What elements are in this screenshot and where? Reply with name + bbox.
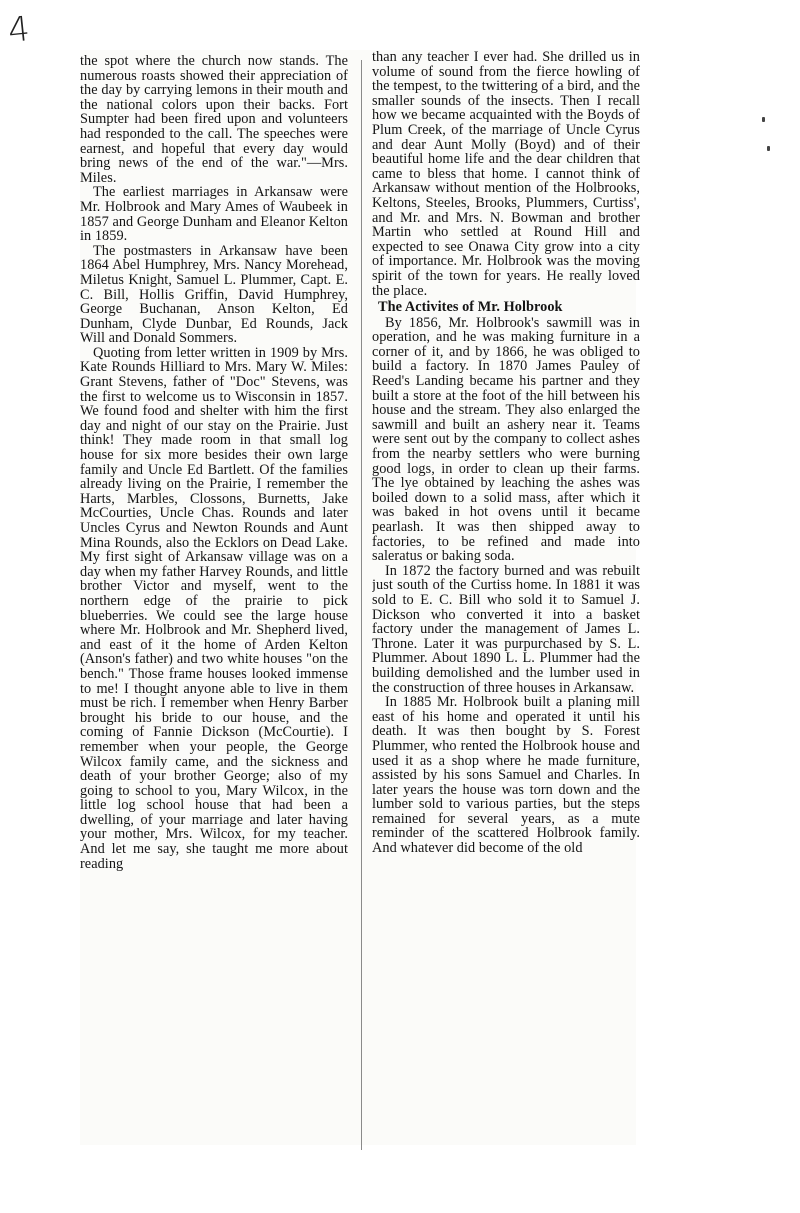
paragraph: In 1885 Mr. Holbrook built a planing mill east of his home and operated it until his death. It was then bought by S. Forest Plummer, who rented the Holbrook house and used it as a shop where he made furniture, assisted by his sons Samuel and Charles. In later years the house was torn down and the lumber sold to various parties, but the steps remained for several years, as a mute reminder of the scattered Holbrook family. And whatever did become of the old: [372, 694, 640, 856]
scan-speck: [767, 146, 770, 151]
newspaper-clipping: [80, 50, 640, 1145]
right-column: [372, 50, 640, 856]
column-divider: [361, 60, 362, 1150]
scan-speck: [762, 117, 765, 122]
paragraph: The postmasters in Arkansaw have been 1864 Abel Humphrey, Mrs. Nancy Morehead, Miletus Knight, Samuel L. Plummer, Capt. E. C. Bill, Hollis Griffin, David Humphrey, George Buchanan, Anson Kelton, Ed Dunham, Clyde Dunbar, Ed Rounds, Jack Will and Donald Sommers.: [80, 242, 348, 347]
paragraph: the spot where the church now stands. The numerous roasts showed their appreciation of the day by carrying lemons in their mouth and the national colors upon their backs. Fort Sumpter had been fired upon and volunteers had responded to the call. The speeches were earnest, and hopeful that every day would bring news of the end of the war."—Mrs. Miles.: [80, 54, 348, 186]
section-heading: The Activites of Mr. Holbrook: [378, 299, 563, 316]
paragraph: than any teacher I ever had. She drilled us in volume of sound from the fierce howling of the tempest, to the twittering of a bird, and the smaller sounds of the insects. Then I recall how we became acquainted with the Boyds of Plum Creek, of the marriage of Uncle Cyrus and dear Aunt Molly (Boyd) and of their beautiful home life and the dear children that came to bless that home. I cannot think of Arkansaw without mention of the Holbrooks, Keltons, Steeles, Brooks, Plummers, Curtiss', and Mr. and Mrs. N. Bowman and brother Martin who settled at Round Hill and expected to see Onawa City grow into a city of importance. Mr. Holbrook was the moving spirit of the town for years. He really loved the place.: [372, 50, 640, 299]
page-number: 4: [5, 8, 32, 52]
paragraph: By 1856, Mr. Holbrook's sawmill was in operation, and he was making furniture in a corner of it, and by 1866, he was obliged to build a factory. In 1870 James Pauley of Reed's Landing became his partner and they built a store at the foot of the hill between his house and the stream. They also enlarged the sawmill and built an ashery near it. Teams were sent out by the company to collect ashes from the nearby settlers who were burning good logs, in order to clean up their farms. The lye obtained by leaching the ashes was boiled down to a solid mass, after which it was baked in hot ovens until it became pearlash. It was then shipped away to factories, to be refined and made into saleratus or baking soda.: [372, 314, 640, 565]
paragraph: In 1872 the factory burned and was rebuilt just south of the Curtiss home. In 1881 it was sold to E. C. Bill who sold it to Samuel J. Dickson who converted it into a basket factory under the management of James L. Throne. Later it was purpurchased by S. L. Plummer. About 1890 L. L. Plummer had the building demolished and the lumber used in the construction of three houses in Arkansaw.: [372, 562, 640, 696]
paragraph: Quoting from letter written in 1909 by Mrs. Kate Rounds Hilliard to Mrs. Mary W. Miles: Grant Stevens, father of "Doc" Stevens, was the first to welcome us to Wisconsin in 1857. We found food and shelter with him the first day and night of our stay on the Prairie. Just think! They made room in that small log house for six more besides their own large family and Uncle Ed Bartlett. Of the families already living on the Prairie, I remember the Harts, Marbles, Clossons, Burnetts, Jake McCourties, Uncle Chas. Rounds and later Uncles Cyrus and Newton Rounds and Aunt Mina Rounds, also the Ecklors on Dead Lake. My first sight of Arkansaw village was on a day when my father Harvey Rounds, and little brother Victor and myself, went to the northern edge of the prairie to pick blueberries. We could see the large house where Mr. Holbrook and Mr. Shepherd lived, and east of it the home of Arden Kelton (Anson's father) and two white houses "on the bench." Those frame houses looked immense to me! I thought anyone able to live in them must be rich. I remember when Henry Barber brought his bride to our house, and the coming of Fannie Dickson (McCourtie). I remember when your people, the George Wilcox family came, and the sickness and death of your brother George; also of my going to school to you, Mary Wilcox, in the little log school house that had been a dwelling, of your marriage and later having your mother, Mrs. Wilcox, for my teacher. And let me say, she taught me more about reading: [80, 344, 348, 872]
left-column: [80, 54, 348, 871]
paragraph: The earliest marriages in Arkansaw were Mr. Holbrook and Mary Ames of Waubeek in 1857 and George Dunham and Eleanor Kelton in 1859.: [80, 184, 348, 245]
